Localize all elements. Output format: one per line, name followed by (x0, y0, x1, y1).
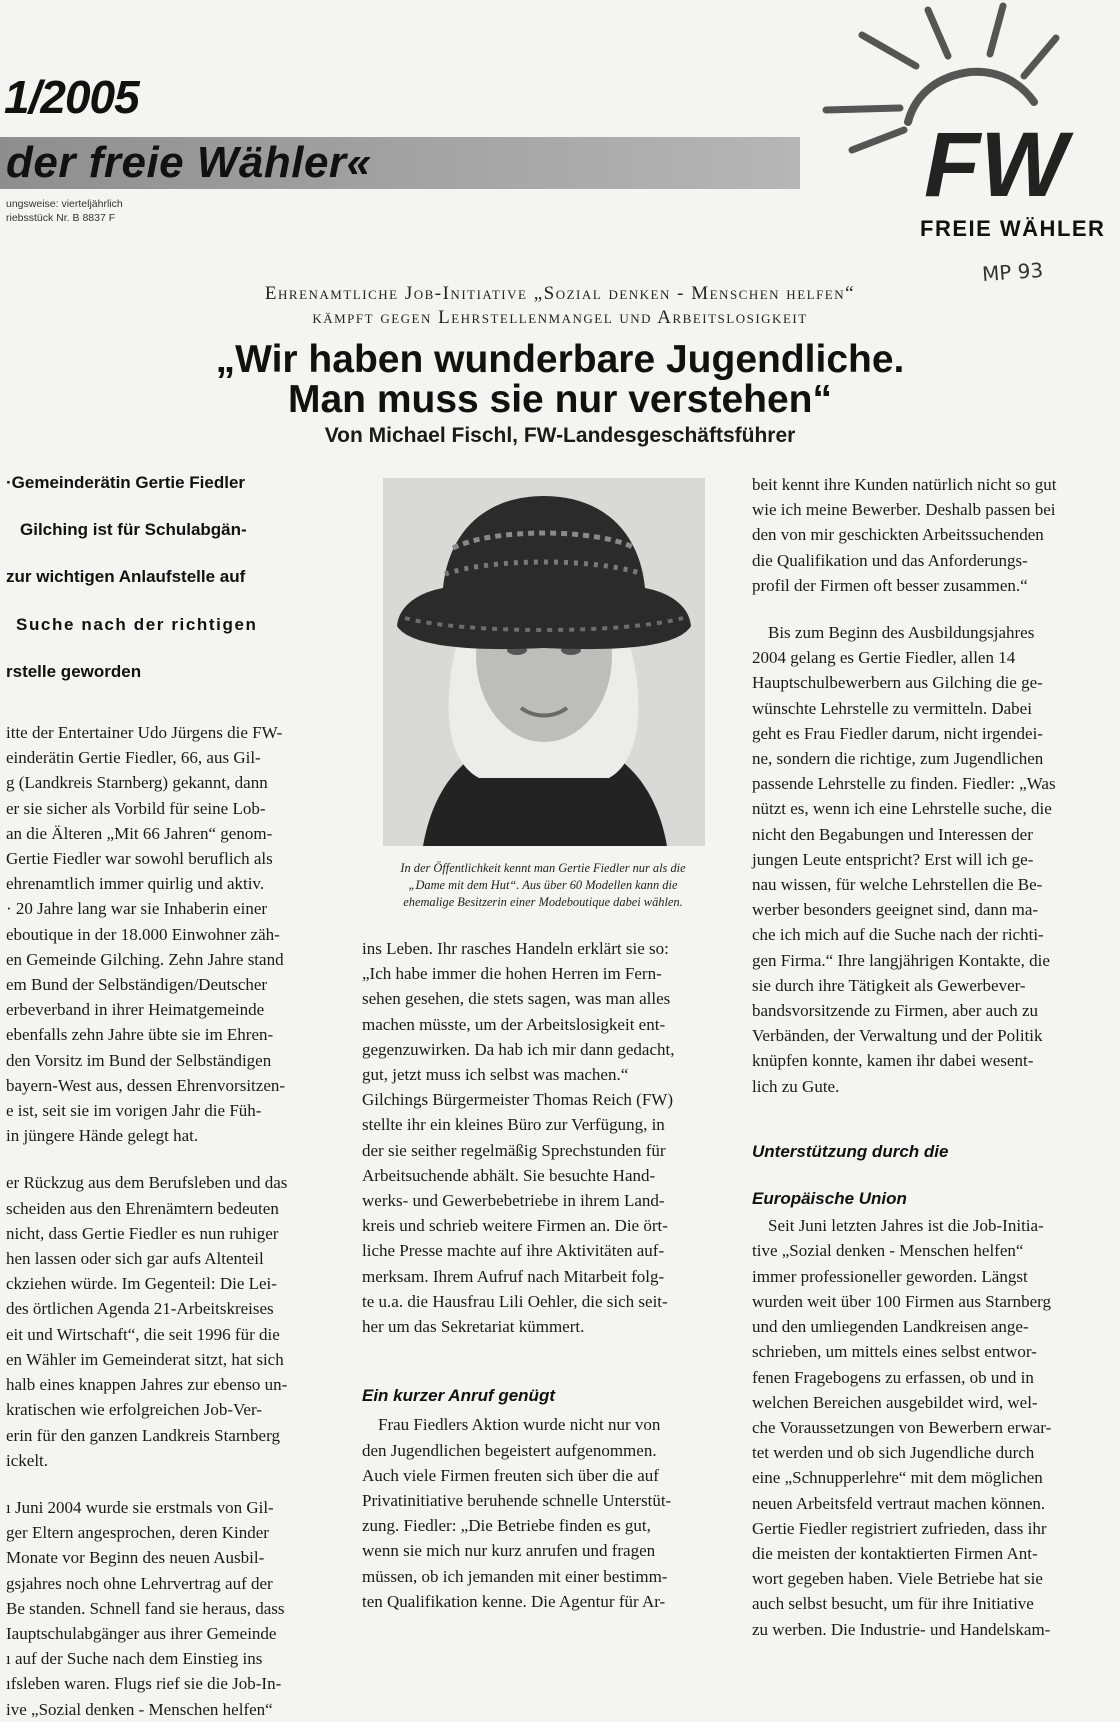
text-line: ı auf der Suche nach dem Einstieg ins (6, 1649, 263, 1669)
text-line: Seit Juni letzten Jahres ist die Job-Initia- (768, 1216, 1044, 1236)
logo-text: FW (924, 114, 1068, 210)
text-line: ive „Sozial denken - Menschen helfen“ (6, 1699, 273, 1719)
text-line: gen Firma.“ Ihre langjährigen Kontakte, die (752, 950, 1050, 970)
column-3-after-subhead (752, 1213, 1102, 1641)
text-line: müssen, ob ich jemanden mit einer bestimm- (362, 1566, 668, 1586)
text-line: Be standen. Schnell fand sie heraus, dass (6, 1598, 285, 1618)
text-line: che Voraussetzungen von Bewerbern erwar- (752, 1417, 1052, 1437)
text-line: „Ich habe immer die hohen Herren im Fern- (362, 964, 662, 984)
text-line: ickelt. (6, 1450, 49, 1470)
text-line: die meisten der kontaktierten Firmen Ant- (752, 1543, 1038, 1563)
text-line: ins Leben. Ihr rasches Handeln erklärt sie so: (362, 939, 669, 958)
text-line: den Vorsitz im Bund der Selbständigen (6, 1050, 272, 1070)
text-line: sehen gesehen, die stets sagen, was man alles (362, 989, 671, 1009)
text-line: tet werden und ob sich Jugendliche durch (752, 1443, 1035, 1463)
text-line: zung. Fiedler: „Die Betriebe finden es gut, (362, 1516, 651, 1536)
body-paragraph (362, 1412, 724, 1614)
text-line: merksam. Ihrem Aufruf nach Mitarbeit folg- (362, 1266, 665, 1286)
text-line: er sie sicher als Vorbild für seine Lob- (6, 798, 266, 818)
text-line: kreis und schrieb weitere Firmen an. Die ört- (362, 1216, 668, 1236)
text-line: Auch viele Firmen freuten sich über die auf (362, 1465, 659, 1485)
text-line: bayern-West aus, dessen Ehrenvorsitzen- (6, 1075, 286, 1095)
text-line: die Qualifikation und das Anforderungs- (752, 550, 1028, 570)
headline-line: „Wir haben wunderbare Jugendliche. (215, 338, 905, 381)
text-line: und den umliegenden Landkreisen ange- (752, 1317, 1029, 1337)
text-line: Gilchings Bürgermeister Thomas Reich (FW) (362, 1090, 673, 1110)
publication-name: der freie Wähler« (6, 138, 372, 187)
column-2-after-subhead (362, 1412, 724, 1614)
text-line: g (Landkreis Starnberg) gekannt, dann (6, 773, 268, 793)
column-2 (362, 936, 724, 1614)
text-line: nicht, dass Gertie Fiedler es nun ruhiger (6, 1223, 279, 1243)
freie-waehler-logo (820, 0, 1110, 210)
text-line: · 20 Jahre lang war sie Inhaberin einer (6, 899, 268, 919)
text-line: welchen Bereichen ausgebildet wird, wel- (752, 1392, 1038, 1412)
text-line: bandsvorsitzende zu Firmen, aber auch zu (752, 1001, 1039, 1021)
subhead-line: Unterstützung durch die (752, 1141, 949, 1161)
text-line: her um das Sekretariat kümmert. (362, 1317, 585, 1337)
text-line: kratischen wie erfolgreichen Job-Ver- (6, 1400, 262, 1420)
teaser-line: ·Gemeinderätin Gertie Fiedler (6, 473, 246, 492)
text-line: nicht den Begabungen und Interessen der (752, 824, 1033, 844)
text-line: em Bund der Selbständigen/Deutscher (6, 975, 268, 995)
text-line: profil der Firmen oft besser zusammen.“ (752, 575, 1028, 595)
body-paragraph (362, 936, 724, 1339)
text-line: auch selbst besucht, um für ihre Initiative (752, 1594, 1034, 1614)
headline-line: Man muss sie nur verstehen“ (287, 378, 833, 421)
text-line: des örtlichen Agenda 21-Arbeitskreises (6, 1299, 274, 1319)
kicker-line: Ehrenamtliche Job-Initiative „Sozial denken - Menschen helfen“ (264, 283, 856, 304)
text-line: itte der Entertainer Udo Jürgens die FW- (6, 723, 283, 743)
text-line: nau wissen, für welche Lehrstellen die Be- (752, 875, 1043, 895)
text-line: Hauptschulbewerbern aus Gilching die ge- (752, 673, 1043, 693)
column-1-body (6, 720, 332, 1722)
logo-caption: FREIE WÄHLER (920, 216, 1106, 241)
text-line: che ich mich auf die Suche nach der richti- (752, 925, 1044, 945)
text-line: den Jugendlichen begeistert aufgenommen. (362, 1440, 657, 1460)
text-line: eboutique in der 18.000 Einwohner zäh- (6, 924, 280, 944)
text-line: wenn sie mich nur kurz anrufen und fragen (362, 1541, 656, 1561)
subhead-kurzer-anruf: Ein kurzer Anruf genügt (362, 1386, 555, 1406)
text-line: liche Presse machte auf ihre Aktivitäten auf- (362, 1241, 665, 1261)
text-line: ı Juni 2004 wurde sie erstmals von Gil- (6, 1497, 274, 1517)
body-paragraph (752, 620, 1102, 1099)
text-line: erin für den ganzen Landkreis Starnberg (6, 1425, 280, 1445)
text-line: ckziehen würde. Im Gegenteil: Die Lei- (6, 1274, 277, 1294)
teaser (6, 470, 332, 684)
handwritten-note: MP 93 (981, 257, 1044, 287)
text-line: in jüngere Hände gelegt hat. (6, 1126, 199, 1146)
text-line: wünschte Lehrstelle zu vermitteln. Dabei (752, 698, 1032, 718)
column-1 (6, 470, 332, 1722)
text-line: 2004 gelang es Gertie Fiedler, allen 14 (752, 648, 1016, 668)
text-line: werks- und Gewerbebetriebe in ihrem Land- (362, 1191, 665, 1211)
text-line: Privatinitiative beruhende schnelle Unterstüt- (362, 1491, 672, 1511)
text-line: ehrenamtlich immer quirlig und aktiv. (6, 874, 265, 894)
text-line: Arbeitsuchende abhält. Sie besuchte Hand- (362, 1165, 656, 1185)
text-line: erbeverband in ihrer Heimatgemeinde (6, 1000, 265, 1020)
text-line: gegenzuwirken. Da hab ich mir dann gedacht, (362, 1039, 675, 1059)
text-line: ger Eltern angesprochen, deren Kinder (6, 1523, 269, 1543)
caption-line: „Dame mit dem Hut“. Aus über 60 Modellen kann die (408, 878, 678, 892)
kicker-line: kämpft gegen Lehrstellenmangel und Arbeitslosigkeit (312, 307, 808, 328)
caption-line: ehemalige Besitzerin einer Modeboutique dabei wählen. (403, 895, 683, 909)
text-line: fenen Fragebogens zu erfassen, ob und in (752, 1367, 1034, 1387)
column-2-body (362, 936, 724, 1339)
text-line: stellte ihr ein kleines Büro zur Verfügung, in (362, 1115, 665, 1135)
subhead-line: Europäische Union (752, 1189, 907, 1209)
text-line: er Rückzug aus dem Berufsleben und das (6, 1173, 288, 1193)
text-line: scheiden aus den Ehrenämtern bedeuten (6, 1198, 279, 1218)
text-line: machen müsste, um der Arbeitslosigkeit ent- (362, 1014, 666, 1034)
teaser-line: Gilching ist für Schulabgän- (20, 520, 247, 540)
text-line: Verbänden, der Verwaltung und der Politik (752, 1026, 1043, 1046)
text-line: an die Älteren „Mit 66 Jahren“ genom- (6, 823, 273, 843)
body-paragraph (6, 720, 332, 1148)
body-paragraph (6, 1495, 332, 1722)
text-line: der sie seither regelmäßig Sprechstunden für (362, 1140, 666, 1160)
text-line: Iauptschulabgänger aus ihrer Gemeinde (6, 1623, 277, 1643)
teaser-line: rstelle geworden (6, 661, 142, 681)
text-line: hen lassen oder sich gar aufs Altenteil (6, 1249, 264, 1269)
issue-number: 1/2005 (4, 71, 139, 123)
text-line: neuen Arbeitsfeld vertraut machen können. (752, 1493, 1046, 1513)
text-line: ten Qualifikation kenne. Die Agentur für Ar- (362, 1591, 666, 1611)
text-line: Gertie Fiedler registriert zufrieden, dass ihr (752, 1518, 1047, 1538)
text-line: wie ich meine Bewerber. Deshalb passen bei (752, 500, 1056, 520)
column-3-body (752, 472, 1102, 1099)
text-line: zu werben. Die Industrie- und Handelskam- (752, 1619, 1051, 1639)
text-line: ne, sondern die richtige, zum Jugendlichen (752, 749, 1044, 769)
text-line: eit und Wirtschaft“, die seit 1996 für die (6, 1324, 280, 1344)
teaser-line: zur wichtigen Anlaufstelle auf (6, 567, 246, 587)
text-line: te u.a. die Hausfrau Lili Oehler, die sich seit- (362, 1291, 668, 1311)
body-paragraph (752, 472, 1102, 598)
text-line: en Wähler im Gemeinderat sitzt, hat sich (6, 1349, 284, 1369)
text-line: halb eines knappen Jahres zur ebenso un- (6, 1375, 288, 1395)
text-line: beit kennt ihre Kunden natürlich nicht so gut (752, 475, 1057, 494)
teaser-line: Suche nach der richtigen (16, 614, 258, 634)
text-line: en Gemeinde Gilching. Zehn Jahre stand (6, 949, 284, 969)
text-line: ıfsleben waren. Flugs rief sie die Job-In- (6, 1674, 282, 1694)
text-line: den von mir geschickten Arbeitssuchenden (752, 525, 1044, 545)
publication-info-line: riebsstück Nr. B 8837 F (6, 212, 116, 224)
text-line: Gertie Fiedler war sowohl beruflich als (6, 849, 273, 869)
text-line: jungen Leute entspricht? Erst will ich ge- (752, 849, 1034, 869)
caption-line: In der Öffentlichkeit kennt man Gertie Fiedler nur als die (400, 861, 686, 875)
text-line: e ist, seit sie im vorigen Jahr die Füh- (6, 1101, 262, 1121)
byline: Von Michael Fischl, FW-Landesgeschäftsführer (324, 424, 796, 447)
portrait-photo (383, 478, 705, 846)
text-line: knüpfen konnte, kamen ihr dabei wesent- (752, 1051, 1034, 1071)
text-line: Monate vor Beginn des neuen Ausbil- (6, 1548, 265, 1568)
text-line: immer professioneller geworden. Längst (752, 1266, 1028, 1286)
publication-info-line: ungsweise: vierteljährlich (6, 198, 123, 210)
text-line: geht es Frau Fiedler darum, nicht irgendei- (752, 723, 1043, 743)
text-line: werber besonders geeignet sind, dann ma- (752, 900, 1039, 920)
text-line: Bis zum Beginn des Ausbildungsjahres (768, 623, 1035, 643)
text-line: schrieben, um mittels eines selbst entwor- (752, 1342, 1037, 1362)
text-line: wurden weit über 100 Firmen aus Starnberg (752, 1291, 1052, 1311)
photo-caption (360, 860, 726, 911)
column-3 (752, 472, 1102, 1642)
text-line: gut, jetzt muss ich selbst was machen.“ (362, 1065, 629, 1085)
text-line: gsjahres noch ohne Lehrvertrag auf der (6, 1573, 273, 1593)
body-paragraph (752, 1213, 1102, 1641)
text-line: ebenfalls zehn Jahre übte sie im Ehren- (6, 1025, 274, 1045)
portrait-illustration (383, 478, 705, 846)
text-line: einderätin Gertie Fiedler, 66, aus Gil- (6, 748, 261, 768)
text-line: tive „Sozial denken - Menschen helfen“ (752, 1241, 1024, 1261)
body-paragraph (6, 1170, 332, 1472)
text-line: sie durch ihre Tätigkeit als Gewerbever- (752, 975, 1026, 995)
text-line: wort gegeben haben. Viele Betriebe hat sie (752, 1569, 1043, 1589)
subhead-eu (752, 1139, 1102, 1211)
text-line: lich zu Gute. (752, 1076, 840, 1096)
text-line: Frau Fiedlers Aktion wurde nicht nur von (378, 1415, 661, 1435)
text-line: passende Lehrstelle zu finden. Fiedler: „Was (752, 774, 1056, 794)
text-line: eine „Schnupperlehre“ mit dem möglichen (752, 1468, 1043, 1488)
text-line: nützt es, wenn ich eine Lehrstelle suche, die (752, 799, 1052, 819)
